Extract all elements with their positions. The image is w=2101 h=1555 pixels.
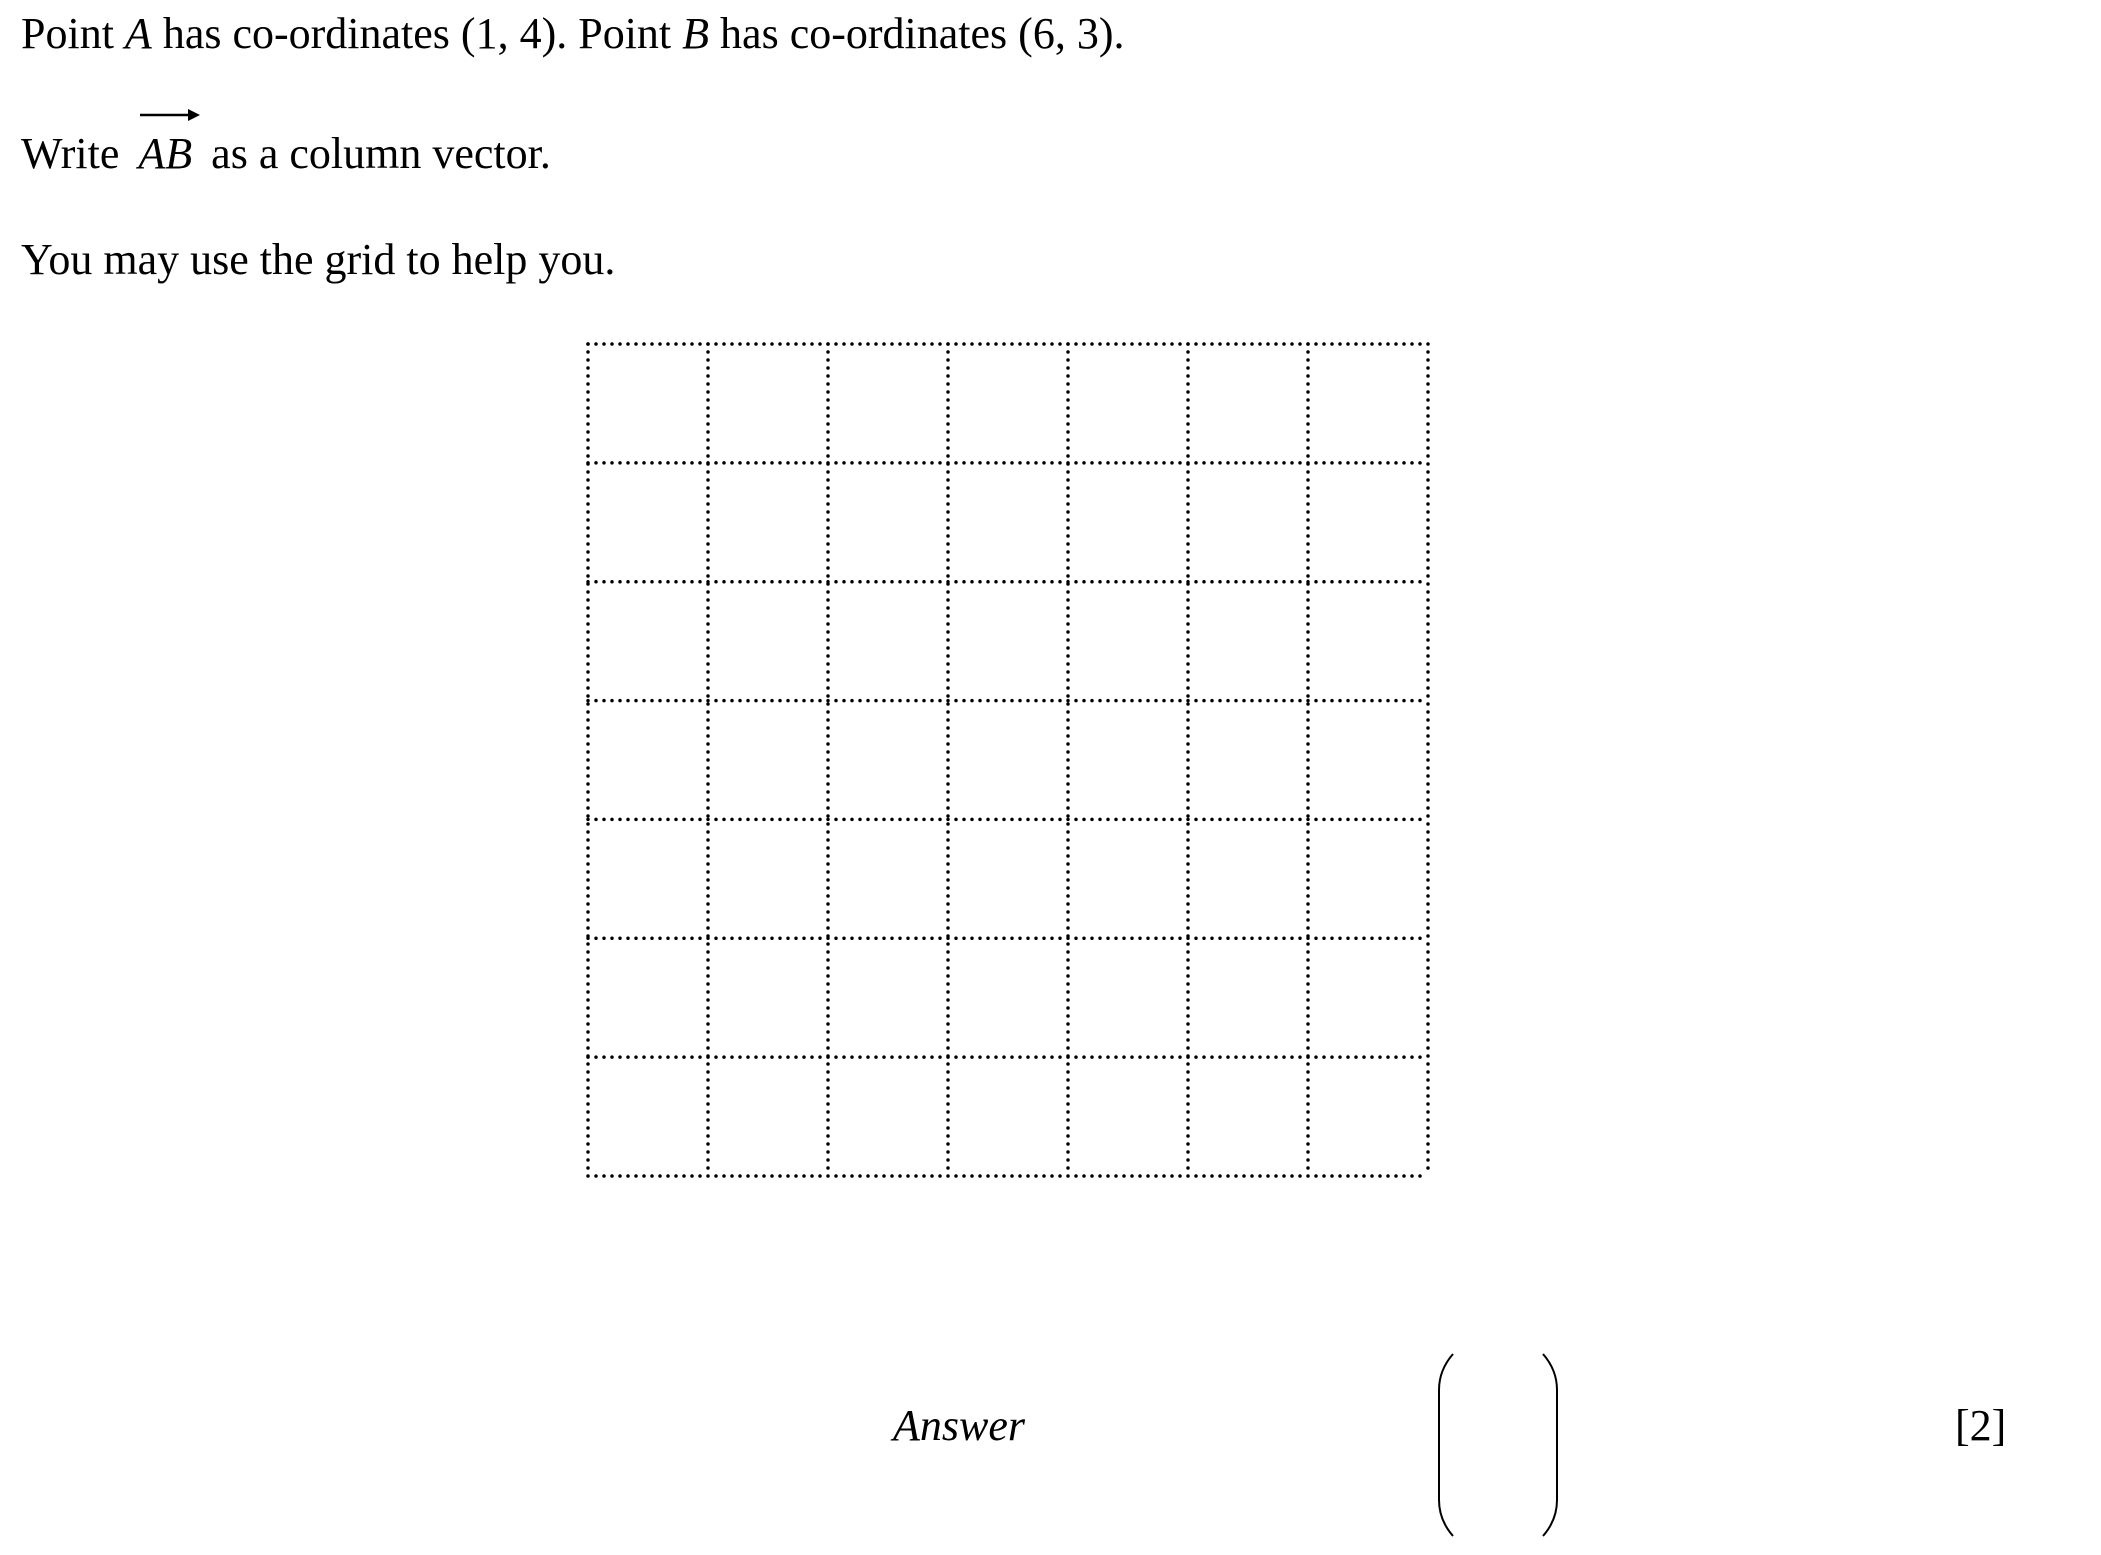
text: Point — [21, 9, 125, 58]
column-vector-left-bracket — [1436, 1350, 1456, 1540]
dotted-grid[interactable] — [584, 340, 1432, 1180]
vector-ab — [138, 129, 193, 178]
answer-bottom-component[interactable] — [1460, 1460, 1536, 1520]
column-vector-right-bracket — [1540, 1350, 1560, 1540]
point-b-label: B — [682, 9, 710, 58]
point-a-label: A — [124, 9, 152, 58]
question-line-3: You may use the grid to help you. — [21, 235, 616, 284]
answer-top-component[interactable] — [1460, 1370, 1536, 1430]
vector-arrow-icon — [138, 106, 200, 124]
question-line-2 — [21, 129, 551, 178]
text: has co-ordinates (1, 4). Point — [151, 9, 683, 58]
text: Write — [21, 129, 120, 178]
text: as a column vector. — [211, 129, 551, 178]
vector-label: AB — [138, 129, 193, 178]
text: has co-ordinates (6, 3). — [709, 9, 1125, 58]
answer-label: Answer — [893, 1401, 1025, 1450]
marks-label: [2] — [1955, 1401, 2007, 1450]
question-line-1 — [21, 9, 1125, 58]
